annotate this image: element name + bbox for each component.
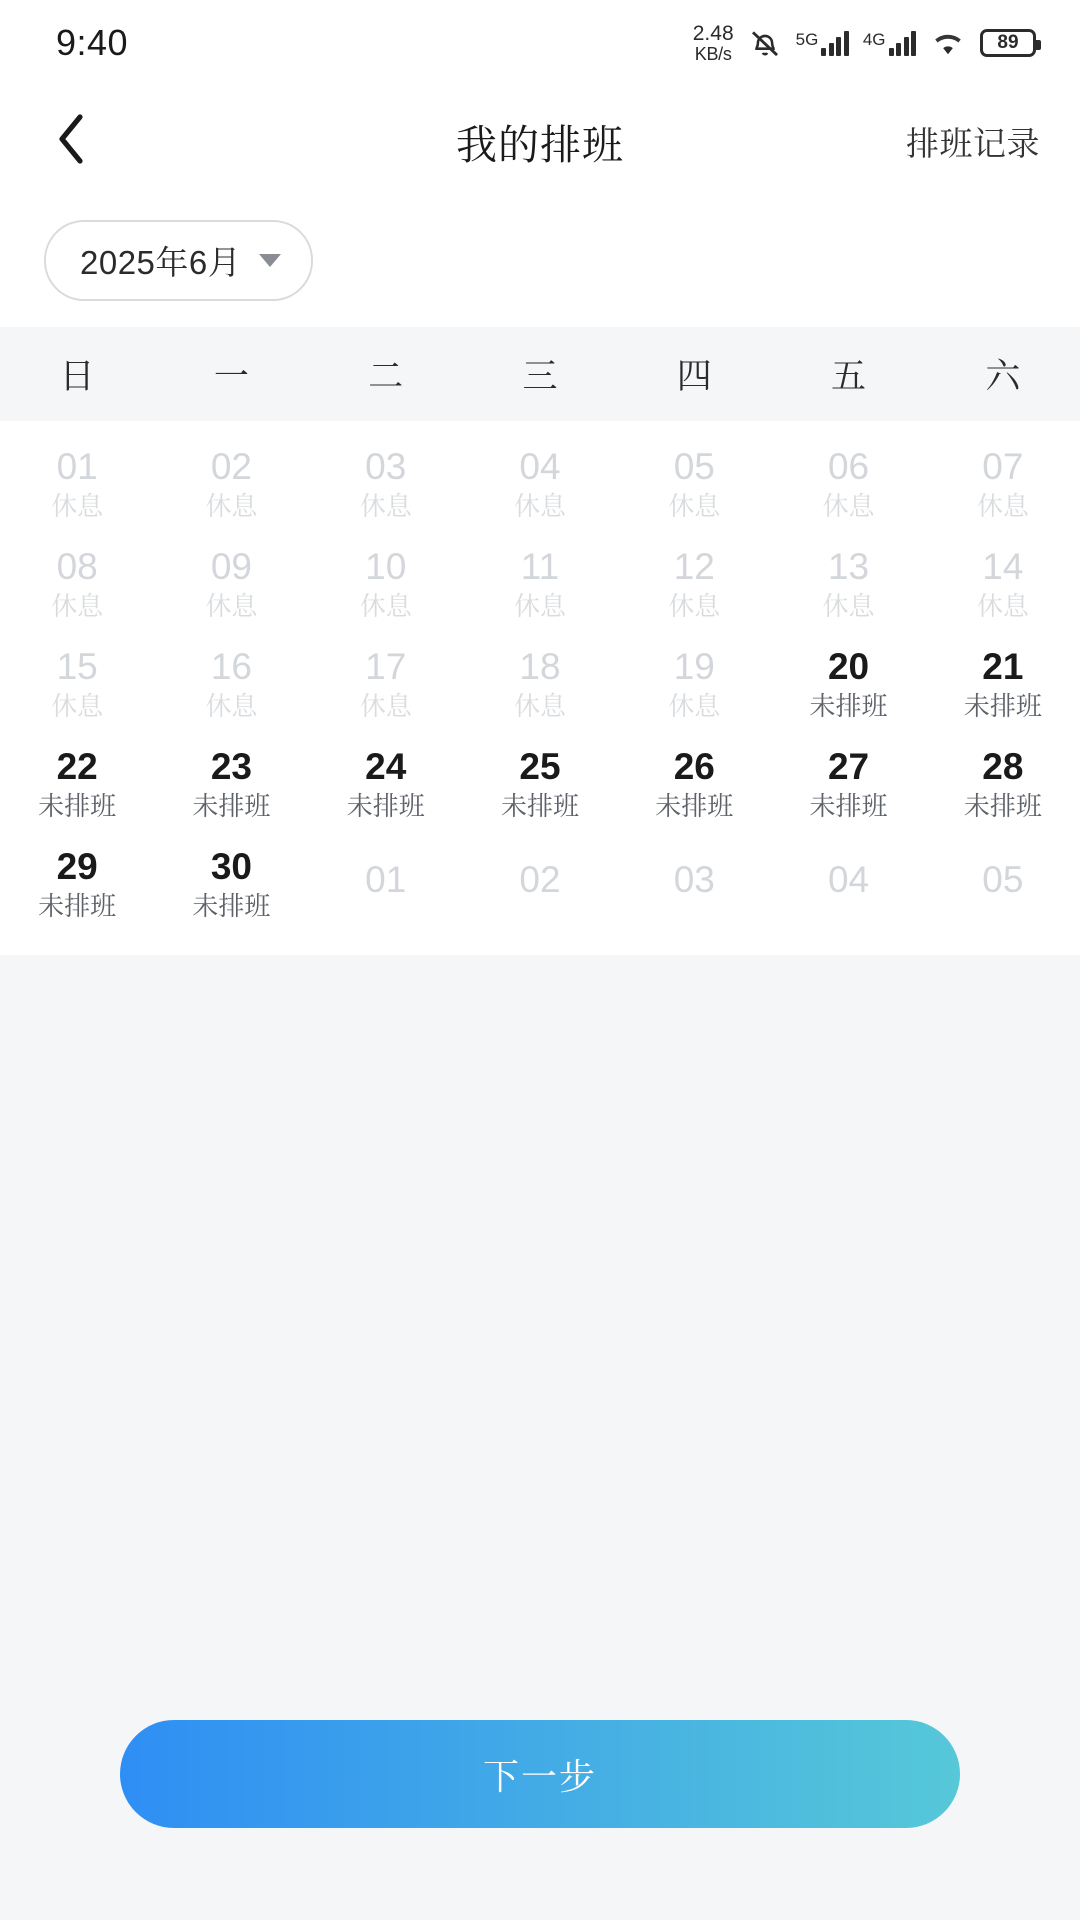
calendar-day-number: 07 xyxy=(982,445,1024,487)
calendar-day-number: 15 xyxy=(56,645,98,687)
footer xyxy=(0,1720,1080,1828)
battery-level: 89 xyxy=(997,32,1019,53)
calendar-day-status: 未排班 xyxy=(500,790,579,821)
calendar-day-cell[interactable] xyxy=(154,833,308,933)
calendar-day-cell xyxy=(771,833,925,933)
calendar-day-status: 休息 xyxy=(822,590,875,621)
calendar-day-status: 休息 xyxy=(668,690,721,721)
calendar-day-status: 休息 xyxy=(513,490,566,521)
calendar-day-cell[interactable] xyxy=(926,433,1080,533)
calendar-day-status: 未排班 xyxy=(963,790,1042,821)
network-speed-indicator xyxy=(693,23,734,64)
calendar-day-status: 未排班 xyxy=(963,690,1042,721)
calendar-day-number: 10 xyxy=(365,545,407,587)
calendar-day-status: 休息 xyxy=(359,490,412,521)
calendar-day-cell[interactable] xyxy=(0,833,154,933)
calendar-day-cell[interactable] xyxy=(154,433,308,533)
calendar-day-number: 01 xyxy=(56,445,98,487)
sim1-signal xyxy=(796,30,849,56)
calendar-day-number: 09 xyxy=(210,545,252,587)
calendar-day-cell[interactable] xyxy=(771,433,925,533)
calendar-week-row xyxy=(0,833,1080,933)
calendar-day-number: 16 xyxy=(210,645,252,687)
calendar-day-status: 未排班 xyxy=(38,790,117,821)
calendar-day-status: 休息 xyxy=(668,490,721,521)
calendar-day-status: 休息 xyxy=(668,590,721,621)
calendar-day-cell[interactable] xyxy=(0,433,154,533)
network-speed-value: 2.48 xyxy=(692,21,734,45)
calendar-day-number: 27 xyxy=(827,745,870,787)
sim2-network-label: 4G xyxy=(862,30,886,49)
calendar-day-status: 休息 xyxy=(51,690,104,721)
calendar-day-cell[interactable] xyxy=(309,633,463,733)
calendar-day-number: 22 xyxy=(56,745,98,787)
weekday-label: 三 xyxy=(522,357,558,396)
calendar-day-status: 未排班 xyxy=(192,890,271,921)
calendar-day-cell[interactable] xyxy=(617,433,771,533)
calendar-day-cell[interactable] xyxy=(154,633,308,733)
network-speed-unit: KB/s xyxy=(694,43,732,64)
calendar-day-number: 29 xyxy=(56,845,98,887)
calendar-day-status: 未排班 xyxy=(346,790,425,821)
back-button[interactable] xyxy=(40,109,104,173)
calendar-day-number: 17 xyxy=(365,645,407,687)
calendar-day-cell[interactable] xyxy=(926,533,1080,633)
calendar-day-status: 休息 xyxy=(205,690,258,721)
calendar-day-number: 24 xyxy=(365,745,407,787)
calendar-day-cell[interactable] xyxy=(463,633,617,733)
calendar-day-cell[interactable] xyxy=(309,533,463,633)
nav-bar xyxy=(0,86,1080,196)
sim1-network-label: 5G xyxy=(795,30,819,49)
wifi-icon xyxy=(930,29,966,57)
calendar-week-row xyxy=(0,433,1080,533)
weekday-label: 四 xyxy=(676,357,712,396)
page-title: 我的排班 xyxy=(456,121,624,168)
calendar-day-number: 19 xyxy=(673,645,715,687)
calendar-day-cell xyxy=(309,833,463,933)
caret-down-icon xyxy=(259,254,281,267)
month-selector-label: 2025年6月 xyxy=(80,244,242,281)
calendar-day-cell[interactable] xyxy=(617,633,771,733)
calendar-day-number: 04 xyxy=(519,445,561,487)
calendar-day-status: 休息 xyxy=(205,490,258,521)
calendar-day-number: 26 xyxy=(673,745,715,787)
calendar-day-status: 休息 xyxy=(976,490,1029,521)
calendar-day-status: 未排班 xyxy=(809,790,888,821)
weekday-label: 五 xyxy=(831,357,867,396)
calendar-day-number: 25 xyxy=(519,745,561,787)
calendar-day-cell[interactable] xyxy=(771,733,925,833)
calendar-day-number: 02 xyxy=(519,858,561,900)
calendar-day-number: 30 xyxy=(210,845,252,887)
calendar-day-status: 休息 xyxy=(513,590,566,621)
calendar-day-number: 05 xyxy=(982,858,1024,900)
calendar-day-status: 未排班 xyxy=(809,690,888,721)
calendar-day-cell[interactable] xyxy=(154,733,308,833)
calendar-day-cell[interactable] xyxy=(463,433,617,533)
calendar-day-cell[interactable] xyxy=(926,633,1080,733)
calendar-day-cell xyxy=(463,833,617,933)
calendar-day-number: 01 xyxy=(365,858,407,900)
calendar-day-status: 休息 xyxy=(359,690,412,721)
calendar-day-status: 休息 xyxy=(51,590,104,621)
calendar-day-number: 08 xyxy=(56,545,98,587)
calendar-day-number: 28 xyxy=(982,745,1024,787)
calendar-day-cell xyxy=(617,833,771,933)
sim2-signal-bars xyxy=(889,30,917,56)
calendar-day-status: 休息 xyxy=(976,590,1029,621)
calendar-day-cell[interactable] xyxy=(771,533,925,633)
calendar-day-status: 休息 xyxy=(822,490,875,521)
calendar-day-status: 休息 xyxy=(513,690,566,721)
calendar-day-number: 03 xyxy=(673,858,715,900)
calendar-day-cell[interactable] xyxy=(463,733,617,833)
calendar-day-number: 03 xyxy=(365,445,407,487)
weekday-label: 六 xyxy=(985,357,1021,396)
calendar-day-cell[interactable] xyxy=(617,533,771,633)
weekday-label: 一 xyxy=(213,357,249,396)
calendar-day-number: 14 xyxy=(982,545,1024,587)
calendar-day-cell[interactable] xyxy=(154,533,308,633)
weekday-header xyxy=(0,327,1080,421)
calendar-day-cell[interactable] xyxy=(771,633,925,733)
weekday-label: 二 xyxy=(368,357,404,396)
status-icons xyxy=(693,23,1036,64)
calendar-day-number: 06 xyxy=(827,445,870,487)
calendar-day-cell[interactable] xyxy=(463,533,617,633)
calendar-day-number: 13 xyxy=(827,545,870,587)
sim2-signal xyxy=(863,30,916,56)
battery-indicator xyxy=(980,29,1036,57)
calendar-day-status: 未排班 xyxy=(38,890,117,921)
sim1-signal-bars xyxy=(821,30,849,56)
calendar-week-row xyxy=(0,533,1080,633)
schedule-records-button[interactable]: 排班记录 xyxy=(906,124,1040,162)
calendar-day-cell[interactable] xyxy=(309,733,463,833)
calendar-day-cell[interactable] xyxy=(926,733,1080,833)
calendar-day-number: 02 xyxy=(210,445,252,487)
next-step-button[interactable]: 下一步 xyxy=(120,1720,960,1828)
status-bar xyxy=(0,0,1080,86)
calendar-day-cell[interactable] xyxy=(0,633,154,733)
calendar-day-status: 休息 xyxy=(205,590,258,621)
calendar-day-number: 23 xyxy=(210,745,252,787)
calendar-day-number: 12 xyxy=(673,545,715,587)
status-time: 9:40 xyxy=(56,22,129,63)
calendar-day-status: 休息 xyxy=(51,490,104,521)
calendar-week-row xyxy=(0,733,1080,833)
month-selector[interactable] xyxy=(44,220,313,301)
calendar-day-number: 20 xyxy=(827,645,870,687)
calendar-day-cell[interactable] xyxy=(0,533,154,633)
month-selector-bar xyxy=(0,196,1080,327)
calendar-day-status: 休息 xyxy=(359,590,412,621)
calendar-week-row xyxy=(0,633,1080,733)
calendar-day-cell[interactable] xyxy=(0,733,154,833)
calendar-day-number: 18 xyxy=(519,645,561,687)
calendar-day-number: 11 xyxy=(520,545,560,587)
calendar-day-cell[interactable] xyxy=(617,733,771,833)
calendar-grid xyxy=(0,421,1080,955)
calendar-day-number: 05 xyxy=(673,445,715,487)
calendar-day-cell[interactable] xyxy=(309,433,463,533)
calendar-day-status: 未排班 xyxy=(192,790,271,821)
calendar-day-status: 未排班 xyxy=(655,790,734,821)
weekday-label: 日 xyxy=(59,357,95,396)
chevron-left-icon xyxy=(52,111,92,172)
calendar-day-number: 21 xyxy=(982,645,1024,687)
calendar-day-number: 04 xyxy=(827,858,870,900)
calendar-day-cell xyxy=(926,833,1080,933)
bell-mute-icon xyxy=(748,26,782,60)
